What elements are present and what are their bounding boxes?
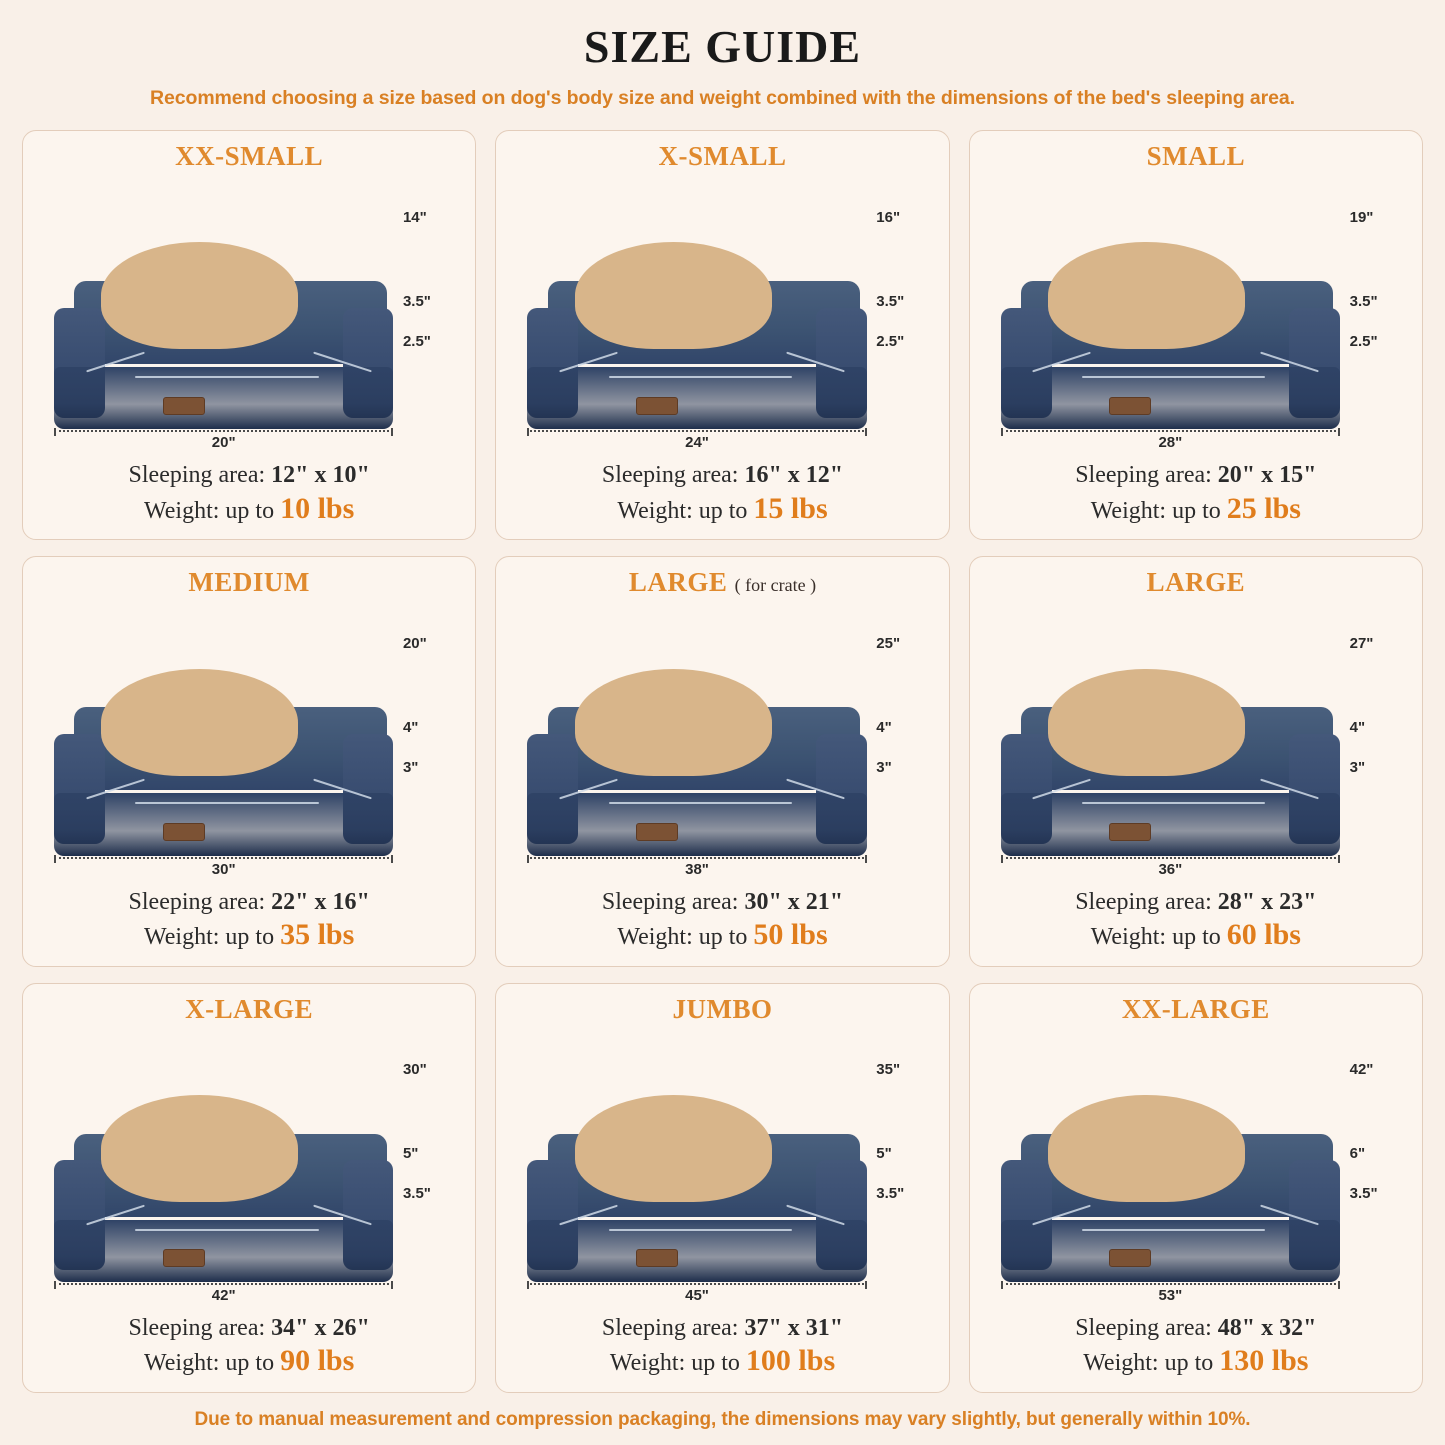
bed-illustration (510, 174, 934, 459)
weight-upto-label: up to (225, 1350, 281, 1377)
size-card-specs (510, 461, 934, 527)
dimension-bolster-height: 3.5" (876, 292, 905, 310)
brand-tag (636, 1249, 678, 1267)
dog-photo-border-collie (1048, 669, 1245, 776)
sleeping-area-line (37, 888, 461, 917)
sleeping-area-line (37, 461, 461, 490)
dimension-width: 53" (1158, 1287, 1183, 1305)
dimension-base-height: 2.5" (1349, 332, 1378, 350)
size-card-specs (510, 888, 934, 954)
dimension-line (54, 857, 393, 859)
sleeping-area-value: 16" x 12" (744, 462, 844, 489)
dimension-line (54, 430, 393, 432)
sleeping-area-label: Sleeping area: (1075, 462, 1218, 489)
dimension-overall-height: 30" (402, 1061, 427, 1079)
sleeping-area-value: 20" x 15" (1217, 462, 1317, 489)
dimension-bolster-height: 4" (402, 719, 419, 737)
dimension-width: 20" (211, 434, 236, 452)
brand-tag (163, 1249, 205, 1267)
weight-label: Weight: (144, 497, 226, 524)
dog-photo-cat-ragdoll (101, 242, 298, 349)
vertical-dimensions (393, 197, 461, 397)
dog-bed-graphic (54, 281, 393, 429)
size-card-title (37, 994, 461, 1025)
dimension-line (527, 857, 866, 859)
size-card-specs (37, 1314, 461, 1380)
weight-value: 130 lbs (1219, 1344, 1309, 1378)
size-card-specs (984, 1314, 1408, 1380)
dimension-bolster-height: 3.5" (402, 292, 431, 310)
size-card-name: XX-LARGE (1121, 993, 1270, 1024)
sleeping-area-line (984, 461, 1408, 490)
size-card-title (984, 994, 1408, 1025)
dimension-overall-height: 16" (876, 208, 901, 226)
dimension-overall-height: 25" (876, 635, 901, 653)
size-card-large-4 (495, 556, 949, 966)
bed-piping-front (135, 376, 318, 378)
weight-value: 10 lbs (280, 491, 355, 525)
dog-photo-golden-retriever (101, 1095, 298, 1202)
size-card-specs (37, 461, 461, 527)
size-card-name: X-SMALL (658, 141, 787, 171)
horizontal-dimension (54, 434, 393, 451)
weight-upto-label: up to (698, 924, 754, 951)
dog-photo-shiba-inu (575, 669, 772, 776)
horizontal-dimension (527, 434, 866, 451)
dimension-width: 45" (685, 1287, 709, 1305)
horizontal-dimension (527, 1287, 866, 1304)
size-card-title (510, 567, 934, 598)
size-card-xx-large-8 (969, 983, 1423, 1393)
bed-piping-front (1082, 1229, 1265, 1231)
weight-value: 60 lbs (1226, 918, 1301, 952)
sleeping-area-label: Sleeping area: (128, 462, 272, 489)
size-card-title (984, 567, 1408, 598)
disclaimer-note: Due to manual measurement and compression packaging, the dimensions may vary slightly, but generally within 10%. (194, 1409, 1251, 1430)
weight-line (984, 491, 1408, 528)
bed-illustration (37, 1027, 461, 1312)
sleeping-area-value: 22" x 16" (271, 888, 370, 915)
dimension-overall-height: 19" (1349, 208, 1374, 226)
vertical-dimensions (1340, 1049, 1408, 1249)
size-card-x-large-6 (22, 983, 476, 1393)
dimension-width: 36" (1158, 860, 1183, 878)
dimension-bolster-height: 5" (402, 1145, 419, 1163)
weight-label: Weight: (1090, 497, 1173, 524)
brand-tag (1109, 1249, 1151, 1267)
brand-tag (163, 823, 205, 841)
dog-bed-graphic (527, 281, 866, 429)
size-card-name: SMALL (1146, 141, 1246, 171)
size-card-jumbo-7 (495, 983, 949, 1393)
brand-tag (636, 823, 678, 841)
weight-label: Weight: (144, 1350, 226, 1377)
bed-illustration (984, 1027, 1408, 1312)
dimension-line (527, 430, 866, 432)
brand-tag (163, 397, 205, 415)
weight-value: 100 lbs (745, 1344, 836, 1378)
size-card-title (510, 994, 934, 1025)
dimension-bolster-height: 4" (876, 719, 892, 737)
vertical-dimensions (867, 623, 935, 823)
size-card-name: JUMBO (672, 993, 773, 1024)
brand-tag (1109, 397, 1151, 415)
horizontal-dimension (1001, 861, 1340, 878)
size-card-small-2 (969, 130, 1423, 540)
horizontal-dimension (1001, 1287, 1340, 1304)
sleeping-area-line (984, 888, 1408, 917)
dimension-base-height: 2.5" (876, 332, 905, 350)
size-card-specs (510, 1314, 934, 1380)
dog-bed-graphic (1001, 707, 1340, 855)
dog-photo-rottweiler (1048, 1095, 1245, 1202)
vertical-dimensions (1340, 623, 1408, 823)
dimension-base-height: 3" (402, 759, 419, 777)
bed-illustration (510, 600, 934, 885)
size-card-specs (984, 461, 1408, 527)
bed-illustration (510, 1027, 934, 1312)
size-card-name: LARGE (628, 567, 728, 598)
size-card-name: LARGE (1146, 567, 1246, 598)
dimension-overall-height: 14" (402, 208, 427, 226)
size-card-note: ( for crate ) (734, 575, 817, 596)
horizontal-dimension (527, 861, 866, 878)
bed-piping-front (135, 1229, 318, 1231)
dimension-bolster-height: 5" (876, 1145, 892, 1163)
bed-illustration (37, 600, 461, 885)
dimension-overall-height: 42" (1349, 1061, 1374, 1079)
sleeping-area-value: 12" x 10" (271, 462, 370, 489)
size-card-title (984, 141, 1408, 172)
page-title: SIZE GUIDE (583, 21, 862, 72)
sleeping-area-line (510, 1314, 934, 1343)
size-card-medium-3 (22, 556, 476, 966)
size-card-large-5 (969, 556, 1423, 966)
sleeping-area-line (984, 1314, 1408, 1343)
size-card-name: X-LARGE (185, 993, 314, 1024)
weight-value: 50 lbs (753, 918, 828, 952)
dimension-line (1001, 1283, 1340, 1285)
bed-piping-front (1082, 376, 1265, 378)
dimension-base-height: 2.5" (402, 332, 431, 350)
size-card-specs (984, 888, 1408, 954)
dimension-width: 42" (211, 1287, 236, 1305)
sleeping-area-value: 28" x 23" (1217, 888, 1317, 915)
weight-upto-label: up to (225, 497, 281, 524)
weight-line (37, 491, 461, 528)
weight-value: 90 lbs (280, 1344, 355, 1378)
horizontal-dimension (54, 861, 393, 878)
size-card-title (510, 141, 934, 172)
dimension-overall-height: 35" (876, 1061, 901, 1079)
dog-photo-shih-tzu (575, 242, 772, 349)
weight-line (510, 491, 934, 528)
weight-label: Weight: (1083, 1350, 1165, 1377)
dimension-bolster-height: 6" (1349, 1145, 1366, 1163)
dimension-line (1001, 430, 1340, 432)
bed-illustration (984, 600, 1408, 885)
sleeping-area-label: Sleeping area: (128, 1315, 272, 1342)
dimension-base-height: 3" (876, 759, 892, 777)
weight-label: Weight: (609, 1350, 692, 1377)
sleeping-area-line (37, 1314, 461, 1343)
horizontal-dimension (1001, 434, 1340, 451)
vertical-dimensions (393, 1049, 461, 1249)
weight-label: Weight: (617, 924, 699, 951)
dog-bed-graphic (527, 1134, 866, 1282)
size-card-title (37, 141, 461, 172)
page-subtitle: Recommend choosing a size based on dog's body size and weight combined with the dimensions of the bed's sleeping area. (150, 87, 1295, 109)
sleeping-area-line (510, 888, 934, 917)
sleeping-area-label: Sleeping area: (601, 888, 745, 915)
dog-bed-graphic (527, 707, 866, 855)
weight-upto-label: up to (1164, 1350, 1220, 1377)
weight-upto-label: up to (1172, 924, 1227, 951)
dimension-base-height: 3" (1349, 759, 1366, 777)
bed-illustration (984, 174, 1408, 459)
dimension-width: 28" (1158, 434, 1183, 452)
brand-tag (636, 397, 678, 415)
dimension-bolster-height: 4" (1349, 719, 1366, 737)
vertical-dimensions (1340, 197, 1408, 397)
size-card-name: MEDIUM (188, 567, 310, 598)
dog-bed-graphic (1001, 281, 1340, 429)
dimension-width: 24" (685, 434, 709, 452)
vertical-dimensions (393, 623, 461, 823)
size-card-x-small-1 (495, 130, 949, 540)
weight-value: 35 lbs (280, 918, 355, 952)
dog-bed-graphic (54, 1134, 393, 1282)
sleeping-area-label: Sleeping area: (601, 1315, 745, 1342)
weight-upto-label: up to (225, 924, 281, 951)
sleeping-area-label: Sleeping area: (1075, 888, 1218, 915)
size-cards-grid (22, 130, 1423, 1393)
weight-line (510, 1343, 934, 1380)
size-card-title (37, 567, 461, 598)
dimension-overall-height: 27" (1349, 635, 1374, 653)
weight-label: Weight: (617, 497, 699, 524)
bed-piping-front (609, 1229, 792, 1231)
dimension-line (1001, 857, 1340, 859)
weight-upto-label: up to (698, 497, 754, 524)
dimension-bolster-height: 3.5" (1349, 292, 1378, 310)
vertical-dimensions (867, 1049, 935, 1249)
sleeping-area-label: Sleeping area: (1075, 1315, 1218, 1342)
dimension-width: 38" (685, 860, 709, 878)
sleeping-area-label: Sleeping area: (128, 888, 272, 915)
sleeping-area-value: 48" x 32" (1217, 1315, 1317, 1342)
weight-value: 15 lbs (753, 491, 828, 525)
dimension-base-height: 3.5" (876, 1185, 905, 1203)
size-card-specs (37, 888, 461, 954)
bed-illustration (37, 174, 461, 459)
weight-line (510, 917, 934, 954)
weight-line (37, 917, 461, 954)
horizontal-dimension (54, 1287, 393, 1304)
weight-label: Weight: (144, 924, 226, 951)
vertical-dimensions (867, 197, 935, 397)
weight-line (984, 917, 1408, 954)
sleeping-area-value: 37" x 31" (744, 1315, 844, 1342)
dimension-base-height: 3.5" (1349, 1185, 1378, 1203)
sleeping-area-value: 30" x 21" (744, 888, 844, 915)
dimension-overall-height: 20" (402, 635, 427, 653)
dog-photo-corgi (101, 669, 298, 776)
dog-photo-french-bulldog (1048, 242, 1245, 349)
bed-piping-front (609, 376, 792, 378)
weight-line (984, 1343, 1408, 1380)
sleeping-area-label: Sleeping area: (601, 462, 745, 489)
weight-upto-label: up to (691, 1350, 746, 1377)
dog-bed-graphic (54, 707, 393, 855)
weight-upto-label: up to (1172, 497, 1227, 524)
dimension-line (54, 1283, 393, 1285)
dog-bed-graphic (1001, 1134, 1340, 1282)
weight-label: Weight: (1090, 924, 1173, 951)
dimension-base-height: 3.5" (402, 1185, 431, 1203)
dimension-width: 30" (211, 860, 236, 878)
size-card-name: XX-SMALL (175, 141, 324, 171)
size-card-xx-small-0 (22, 130, 476, 540)
dog-photo-labrador (575, 1095, 772, 1202)
dimension-line (527, 1283, 866, 1285)
brand-tag (1109, 823, 1151, 841)
sleeping-area-value: 34" x 26" (271, 1315, 370, 1342)
sleeping-area-line (510, 461, 934, 490)
weight-value: 25 lbs (1226, 491, 1301, 525)
weight-line (37, 1343, 461, 1380)
